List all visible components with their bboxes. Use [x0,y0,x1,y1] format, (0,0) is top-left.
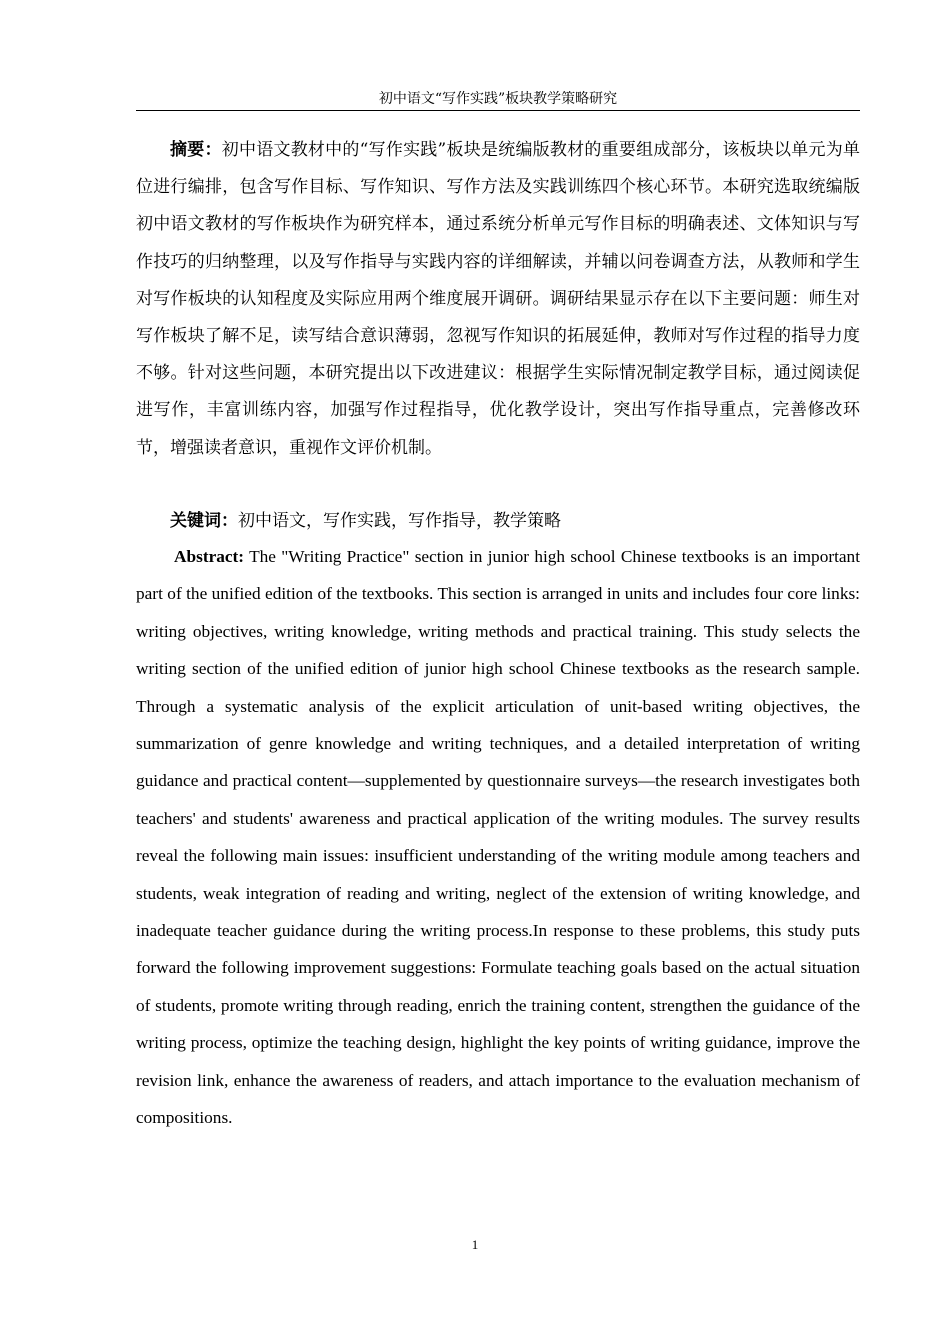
chinese-keywords [136,503,860,540]
chinese-abstract-text: 初中语文教材中的“写作实践”板块是统编版教材的重要组成部分，该板块以单元为单位进行编排，包含写作目标、写作知识、写作方法及实践训练四个核心环节。本研究选取统编版初中语文教材的写作板块作为研究样本，通过系统分析单元写作目标的明确表述、文体知识与写作技巧的归纳整理，以及写作指导与实践内容的详细解读，并辅以问卷调查方法，从教师和学生对写作板块的认知程度及实际应用两个维度展开调研。调研结果显示存在以下主要问题：师生对写作板块了解不足，读写结合意识薄弱，忽视写作知识的拓展延伸，教师对写作过程的指导力度不够。针对这些问题，本研究提出以下改进建议：根据学生实际情况制定教学目标，通过阅读促进写作，丰富训练内容，加强写作过程指导，优化教学设计，突出写作指导重点，完善修改环节，增强读者意识，重视作文评价机制。 [136,140,861,458]
chinese-abstract-label: 摘要： [170,140,222,160]
chinese-keywords-label: 关键词： [170,511,238,531]
chinese-abstract [136,132,860,467]
page-header [136,88,860,111]
english-abstract-text: The "Writing Practice" section in junior high school Chinese textbooks is an important part of the unified edition of the textbooks. This section is arranged in units and includes four core links: writing objectives, writing knowledge, writing methods and practical training. This study selects the writing section of the unified edition of junior high school Chinese textbooks as the research sample. Through a systematic analysis of the explicit articulation of unit-based writing objectives, the summarization of genre knowledge and writing techniques, and a detailed interpretation of writing guidance and practical content—supplemented by questionnaire surveys—the research investigates both teachers' and students' awareness and practical application of the writing modules. The survey results reveal the following main issues: insufficient understanding of the writing module among teachers and students, weak integration of reading and writing, neglect of the extension of writing knowledge, and inadequate teacher guidance during the writing process.In response to these problems, this study puts forward the following improvement suggestions: Formulate teaching goals based on the actual situation of students, promote writing through reading, enrich the training content, strengthen the guidance of the writing process, optimize the teaching design, highlight the key points of writing guidance, improve the revision link, enhance the awareness of readers, and attach importance to the evaluation mechanism of compositions. [136,547,860,1128]
page-number-value: 1 [471,1237,479,1252]
english-abstract-label: Abstract: [174,547,245,566]
page-number [0,1236,950,1254]
header-title: 初中语文“写作实践”板块教学策略研究 [378,91,618,107]
chinese-keywords-text: 初中语文，写作实践，写作指导，教学策略 [238,511,561,531]
english-abstract [136,538,860,1137]
